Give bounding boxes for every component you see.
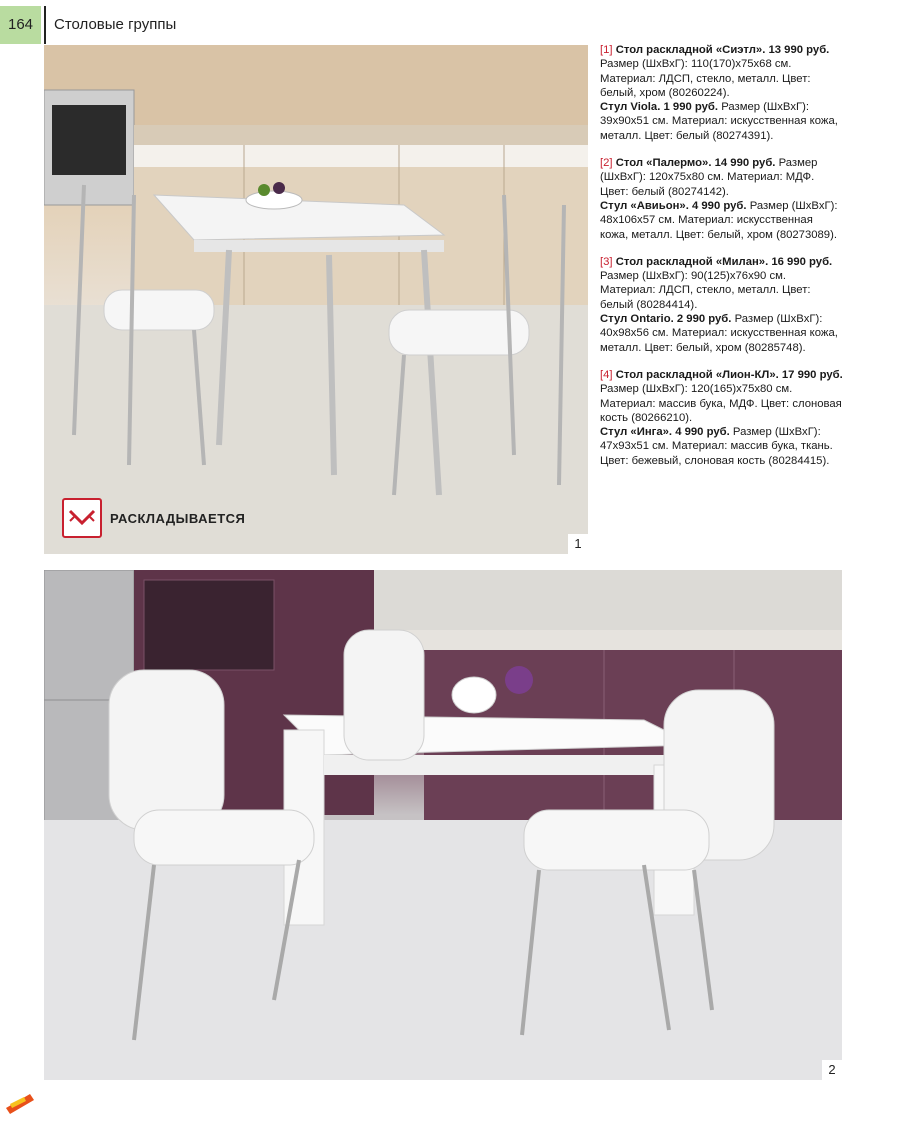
page-number: 164 [0, 6, 41, 44]
table-desc: Размер (ШхВхГ): 120х75х80 см. Материал: МДФ. Цвет: белый (80274142). [600, 157, 818, 198]
item-ref: [1] [600, 44, 613, 56]
table-title: Стол раскладной «Милан». 16 990 руб. [615, 255, 833, 268]
photo-number-2: 2 [822, 1060, 842, 1080]
chair-title: Стул «Авиьон». 4 990 руб. [600, 199, 747, 212]
table-desc: Размер (ШхВхГ): 120(165)х75х80 см. Материал: массив бука, МДФ. Цвет: слоновая кость (80266210). [600, 383, 842, 424]
chair-title: Стул Viola. 1 990 руб. [600, 101, 719, 114]
item-ref: [3] [600, 255, 613, 268]
product-descriptions [600, 43, 844, 481]
item-ref: [2] [600, 157, 613, 170]
chair-title: Стул «Инга». 4 990 руб. [600, 426, 730, 439]
table-desc: Размер (ШхВхГ): 90(125)х76х90 см. Материал: ЛДСП, стекло, металл. Цвет: белый (80284414). [600, 270, 811, 311]
folding-badge-label: РАСКЛАДЫВАЕТСЯ [110, 510, 246, 526]
kitchen-scene-2 [44, 570, 842, 1080]
chair-desc: Размер (ШхВхГ): 40х98х56 см. Материал: искусственная кожа, металл. Цвет: белый, хром (80285748). [600, 313, 838, 354]
chair-desc: Размер (ШхВхГ): 47х93х51 см. Материал: массив бука, ткань. Цвет: бежевый, слоновая кость (80284415). [600, 426, 833, 467]
folding-table-icon [62, 498, 102, 538]
kitchen-scene-1 [44, 45, 588, 554]
table-title: Стол «Палермо». 14 990 руб. [615, 157, 776, 170]
brand-logo-icon [4, 1092, 36, 1114]
product-item-4 [600, 368, 844, 468]
section-title: Столовые группы [44, 6, 176, 44]
chair-desc: Размер (ШхВхГ): 48х106х57 см. Материал: искусственная кожа, металл. Цвет: белый, хром (80273089). [600, 199, 838, 241]
table-title: Стол раскладной «Лион-КЛ». 17 990 руб. [615, 368, 843, 381]
product-item-3 [600, 255, 844, 355]
chair-desc: Размер (ШхВхГ): 39х90х51 см. Материал: искусственная кожа, металл. Цвет: белый (80274391). [600, 101, 838, 142]
product-photo-2 [44, 570, 842, 1080]
product-item-2 [600, 156, 844, 242]
table-desc: Размер (ШхВхГ): 110(170)х75х68 см. Материал: ЛДСП, стекло, металл. Цвет: белый, хром (80260224). [600, 58, 811, 99]
folding-badge [62, 498, 245, 538]
product-item-1 [600, 43, 844, 143]
table-title: Стол раскладной «Сиэтл». 13 990 руб. [615, 44, 830, 56]
photo-number-1: 1 [568, 534, 588, 554]
page-header [0, 0, 900, 46]
product-photo-1 [44, 45, 588, 554]
item-ref: [4] [600, 368, 613, 381]
chair-title: Стул Ontario. 2 990 руб. [600, 313, 732, 326]
